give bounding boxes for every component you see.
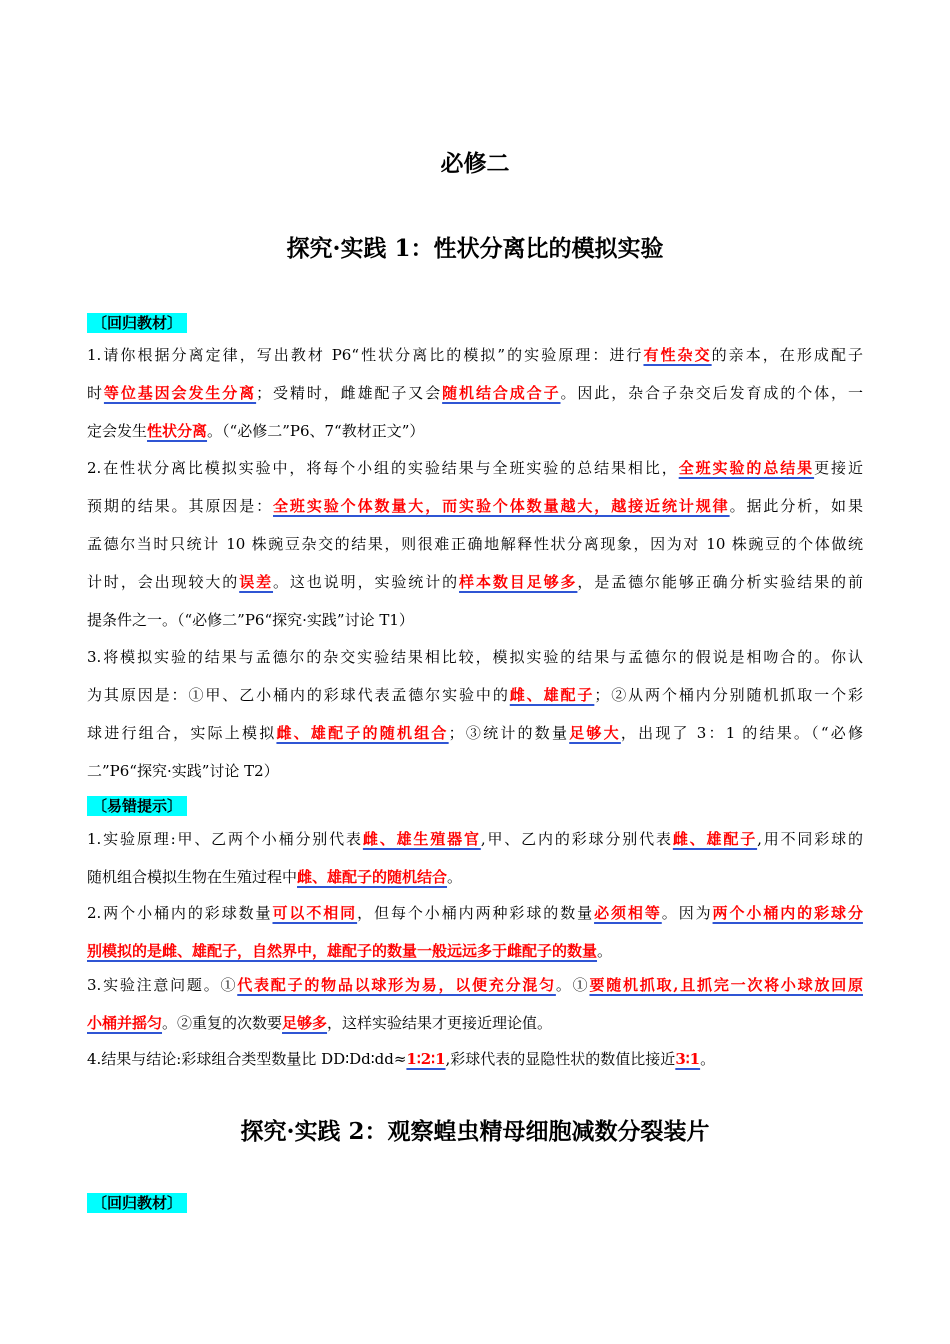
text-run: 。②重复的次数要 [162, 1014, 283, 1032]
highlighted-answer: 1∶2∶1 [406, 1050, 446, 1068]
text-run: 2.两个小桶内的彩球数量 [87, 904, 273, 922]
error-tip-3 [87, 970, 863, 1046]
text-run: ，但每个小桶内两种彩球的数量 [357, 904, 595, 922]
error-tip-4 [87, 1044, 863, 1082]
text-line [87, 378, 863, 416]
highlighted-answer: 别模拟的是雌、雄配子，自然界中，雄配子的数量一般远远多于雌配子的数量 [87, 942, 598, 960]
text-run: 3.将模拟实验的结果与孟德尔的杂交实验结果相比较，模拟实验的结果与孟德尔的假说是相吻合的。你认 [87, 648, 863, 666]
text-run: ，是孟德尔能够正确分析实验结果的前 [577, 573, 863, 591]
section-1-title: 探究·实践 1：性状分离比的模拟实验 [286, 235, 664, 262]
highlighted-answer: 误差 [239, 573, 274, 591]
text-line [87, 605, 863, 643]
text-run: ；受精时，雌雄配子又会 [256, 384, 443, 402]
text-line [87, 1044, 863, 1082]
text-line [87, 340, 863, 378]
highlighted-answer: 雌、雄配子的随机组合 [276, 724, 449, 742]
text-run: ，出现了 3：1 的结果。（“必修 [620, 724, 863, 742]
highlighted-answer: 随机结合成合子 [442, 384, 561, 402]
paragraph-1 [87, 340, 863, 454]
highlighted-answer: 必须相等 [594, 904, 662, 922]
text-run: 提条件之一。（“必修二”P6“探究·实践”讨论 T1） [87, 611, 414, 629]
highlighted-answer: 等位基因会发生分离 [103, 384, 257, 402]
text-run: 随机组合模拟生物在生殖过程中 [87, 868, 298, 886]
text-line [87, 824, 863, 862]
highlighted-answer: 可以不相同 [272, 904, 358, 922]
highlighted-answer: 雌、雄生殖器官 [362, 830, 481, 848]
highlighted-answer: 有性杂交 [643, 346, 712, 364]
text-run: 。（“必修二”P6、7“教材正文”） [207, 422, 425, 440]
text-line [87, 936, 863, 974]
text-run: 。这也说明，实验统计的 [273, 573, 460, 591]
section-2-recall-tag: 〔回归教材〕 [87, 1193, 187, 1213]
text-line [87, 756, 863, 794]
text-line [87, 491, 863, 529]
highlighted-answer: 代表配子的物品以球形为易，以便充分混匀 [237, 976, 556, 994]
text-run: 球进行组合，实际上模拟 [87, 724, 277, 742]
text-run: 3.实验注意问题。① [87, 976, 238, 994]
highlighted-answer: 性状分离 [147, 422, 208, 440]
paragraph-3 [87, 642, 863, 794]
text-line [87, 1008, 863, 1046]
text-run: ,彩球代表的显隐性状的数值比接近 [445, 1050, 676, 1068]
text-run: 时 [87, 384, 104, 402]
text-run: ；③统计的数量 [448, 724, 570, 742]
highlighted-answer: 全班实验的总结果 [678, 459, 815, 477]
document-title: 必修二 [440, 150, 510, 177]
text-run: 为其原因是：①甲、乙小桶内的彩球代表孟德尔实验中的 [87, 686, 510, 704]
highlighted-answer: 雌、雄配子 [509, 686, 595, 704]
highlighted-answer: 3∶1 [675, 1050, 701, 1068]
text-run: 。 [447, 868, 463, 886]
text-run: 预期的结果。其原因是： [87, 497, 274, 515]
text-line [87, 680, 863, 718]
highlighted-answer: 全班实验个体数量大，而实验个体数量越大，越接近统计规律 [273, 497, 730, 515]
text-line [87, 529, 863, 567]
text-run: 。因此，杂合子杂交后发育成的个体，一 [560, 384, 863, 402]
text-run: 更接近 [814, 459, 863, 477]
text-line [87, 416, 863, 454]
text-line [87, 862, 863, 900]
highlighted-answer: 小桶并摇匀 [87, 1014, 163, 1032]
text-line [87, 567, 863, 605]
text-run: 1.请你根据分离定律，写出教材 P6“性状分离比的模拟”的实验原理：进行 [87, 346, 644, 364]
highlighted-answer: 样本数目足够多 [459, 573, 578, 591]
text-run: 定会发生 [87, 422, 148, 440]
text-line [87, 718, 863, 756]
section-1-error-tag: 〔易错提示〕 [87, 796, 187, 816]
section-1-recall-tag: 〔回归教材〕 [87, 313, 187, 333]
text-line [87, 642, 863, 680]
highlighted-answer: 雌、雄配子的随机结合 [297, 868, 448, 886]
text-run: 的亲本，在形成配子 [711, 346, 863, 364]
text-run: 。 [597, 942, 613, 960]
text-run: ,用不同彩球的 [757, 830, 863, 848]
text-run: 计时，会出现较大的 [87, 573, 240, 591]
text-run: ，这样实验结果才更接近理论值。 [327, 1014, 553, 1032]
text-run: 孟德尔当时只统计 10 株豌豆杂交的结果，则很难正确地解释性状分离现象，因为对 10 株豌豆的个体做统 [87, 535, 863, 553]
text-run: ,甲、乙内的彩球分别代表 [480, 830, 673, 848]
highlighted-answer: 足够大 [569, 724, 621, 742]
text-run: 。因为 [661, 904, 713, 922]
text-line [87, 453, 863, 491]
error-tip-2 [87, 898, 863, 974]
text-run: 2.在性状分离比模拟实验中，将每个小组的实验结果与全班实验的总结果相比， [87, 459, 679, 477]
highlighted-answer: 足够多 [282, 1014, 328, 1032]
text-run: 。① [555, 976, 590, 994]
text-run: 二”P6“探究·实践”讨论 T2） [87, 762, 279, 780]
highlighted-answer: 两个小桶内的彩球分 [712, 904, 863, 922]
text-run: 4.结果与结论:彩球组合类型数量比 DD∶Dd∶dd≈ [87, 1050, 407, 1068]
error-tip-1 [87, 824, 863, 900]
text-line [87, 970, 863, 1008]
text-run: 。 [700, 1050, 716, 1068]
text-line [87, 898, 863, 936]
highlighted-answer: 雌、雄配子 [672, 830, 758, 848]
paragraph-2 [87, 453, 863, 643]
highlighted-answer: 要随机抓取,且抓完一次将小球放回原 [589, 976, 863, 994]
text-run: 。据此分析，如果 [729, 497, 863, 515]
text-run: ；②从两个桶内分别随机抓取一个彩 [594, 686, 863, 704]
text-run: 1.实验原理:甲、乙两个小桶分别代表 [87, 830, 363, 848]
section-2-title: 探究·实践 2：观察蝗虫精母细胞减数分裂装片 [240, 1118, 710, 1145]
